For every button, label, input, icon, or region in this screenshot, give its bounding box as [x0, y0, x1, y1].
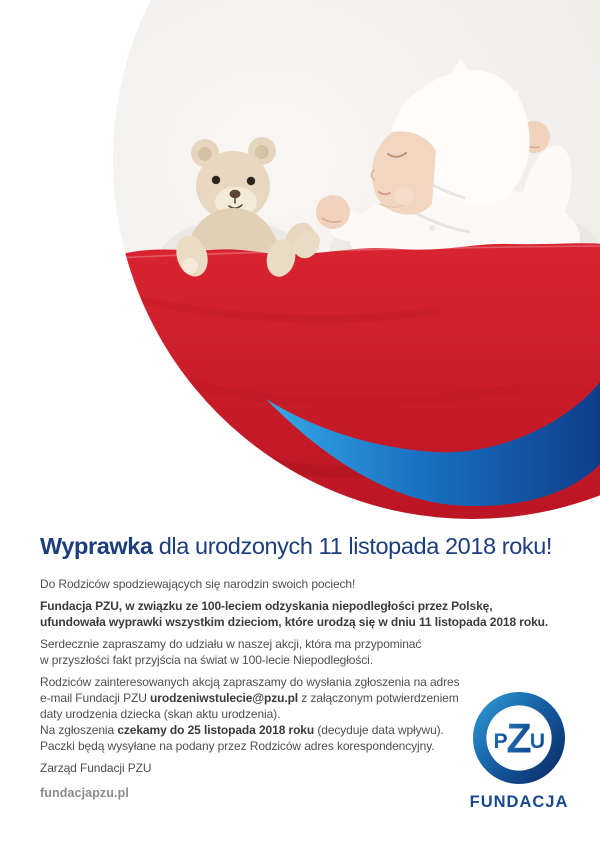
email-suffix: z załączonym potwierdzeniem	[298, 691, 459, 705]
pzu-logo-letter-z: Z	[506, 715, 532, 762]
deadline-suffix: (decyduje data wpływu).	[314, 723, 444, 737]
pzu-fundacja-logo	[462, 692, 576, 812]
page-title-bold: Wyprawka	[40, 533, 153, 559]
invitation-line-1: Serdecznie zapraszamy do udziału w naszej akcji, która ma przypominać	[40, 637, 422, 651]
paragraph-announcement	[40, 598, 548, 630]
logo-caption: FUNDACJA	[469, 793, 569, 811]
pzu-logo-icon	[473, 692, 565, 784]
deadline-prefix: Na zgłoszenia	[40, 723, 118, 737]
instructions-line-1: Rodziców zainteresowanych akcją zapraszamy do wysłania zgłoszenia na adres	[40, 675, 460, 689]
instructions-line-5: Paczki będą wysyłane na podany przez Rodziców adres korespondencyjny.	[40, 739, 435, 753]
paragraph-greeting	[40, 576, 548, 592]
email-address[interactable]: urodzeniwstulecie@pzu.pl	[150, 691, 299, 705]
pzu-logo-letter-u: U	[529, 730, 546, 754]
invitation-line-2: w przyszłości fakt przyjścia na świat w 100-lecie Niepodległości.	[40, 653, 373, 667]
announcement-line-1: Fundacja PZU, w związku ze 100-leciem odzyskania niepodległości przez Polskę,	[40, 599, 493, 613]
email-prefix: e-mail Fundacji PZU	[40, 691, 151, 705]
announcement-line-2: ufundowała wyprawki wszystkim dzieciom, które urodzą się w dniu 11 listopada 2018 roku.	[40, 615, 549, 629]
signature-line: Zarząd Fundacji PZU	[40, 761, 152, 775]
page-title	[40, 533, 552, 560]
page-title-rest: dla urodzonych 11 listopada 2018 roku!	[152, 533, 553, 559]
paragraph-invitation	[40, 636, 548, 668]
pzu-logo-letter-p: P	[493, 730, 508, 754]
greeting-line: Do Rodziców spodziewających się narodzin swoich pociech!	[40, 577, 356, 591]
instructions-line-3: daty urodzenia dziecka (skan aktu urodzenia).	[40, 707, 281, 721]
website-link[interactable]: fundacjapzu.pl	[40, 786, 129, 800]
deadline-date: czekamy do 25 listopada 2018 roku	[117, 723, 315, 737]
